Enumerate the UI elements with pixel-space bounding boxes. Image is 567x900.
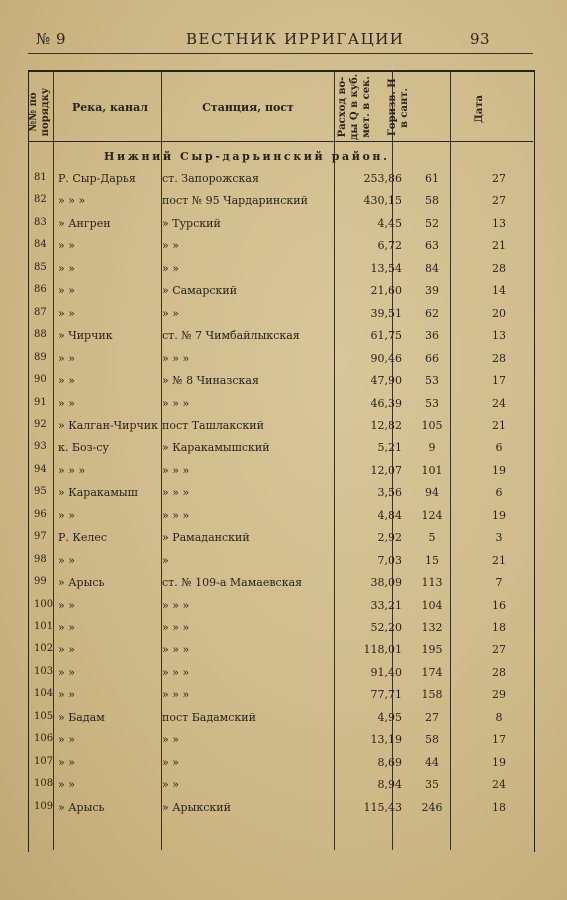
cell-station: пост Бадамский (162, 710, 256, 724)
cell-num: 89 (34, 351, 47, 363)
cell-flow: 7,03 (377, 553, 402, 567)
cell-num: 85 (34, 261, 47, 273)
cell-level: 105 (421, 418, 443, 432)
cell-num: 93 (34, 441, 47, 453)
table-row (28, 262, 533, 284)
cell-river: » Бадам (58, 710, 105, 724)
header-date: Дата (474, 94, 485, 124)
cell-river: » » (58, 621, 75, 634)
cell-station: » » » (162, 508, 190, 522)
cell-flow: 33,21 (370, 598, 402, 612)
table-row (28, 239, 533, 261)
table-row (28, 801, 533, 823)
cell-river: » » (58, 508, 75, 522)
cell-flow: 12,82 (370, 418, 402, 432)
cell-level: 58 (425, 733, 439, 747)
cell-river: » » (58, 396, 75, 410)
cell-station: » » » (162, 665, 190, 679)
cell-level: 53 (425, 396, 439, 410)
cell-num: 107 (34, 755, 54, 767)
cell-flow: 47,90 (370, 374, 402, 388)
cell-date: 28 (492, 351, 506, 365)
cell-river: Р. Келес (58, 531, 108, 545)
cell-flow: 118,01 (363, 643, 402, 657)
cell-level: 58 (425, 194, 439, 208)
cell-level: 62 (425, 306, 439, 320)
cell-river: » » (58, 553, 75, 567)
header-flow: Расход во- ды Q в куб. мет. в сек. (337, 73, 372, 141)
cell-flow: 38,09 (370, 576, 402, 590)
cell-station: » » » (162, 621, 190, 634)
cell-station: » Самарский (162, 284, 238, 298)
cell-flow: 6,72 (377, 239, 402, 253)
cell-river: » » (58, 239, 75, 253)
cell-flow: 13,54 (370, 261, 402, 275)
cell-station: » » » (162, 396, 190, 410)
cell-river: » Чирчик (58, 329, 113, 343)
cell-num: 88 (34, 329, 47, 341)
cell-level: 132 (421, 621, 443, 634)
cell-num: 99 (34, 576, 47, 588)
cell-date: 24 (492, 778, 506, 792)
cell-flow: 12,07 (370, 463, 402, 477)
cell-date: 19 (492, 463, 506, 477)
table-row (28, 217, 533, 239)
cell-station: пост Ташлакский (162, 418, 264, 432)
cell-station: » » (162, 239, 179, 253)
cell-flow: 4,84 (377, 508, 402, 522)
table-row (28, 756, 533, 778)
cell-river: » » (58, 733, 75, 747)
cell-num: 104 (34, 688, 54, 700)
cell-station: » » (162, 755, 179, 769)
cell-station: ст. № 109-а Мамаевская (162, 576, 303, 590)
cell-river: » » (58, 665, 75, 679)
cell-num: 102 (34, 643, 54, 655)
cell-num: 95 (34, 486, 47, 498)
table-row (28, 486, 533, 508)
cell-river: Р. Сыр-Дарья (58, 172, 136, 185)
cell-level: 27 (425, 710, 439, 724)
cell-river: » Ангрен (58, 216, 111, 230)
cell-date: 14 (492, 284, 506, 298)
table-row (28, 307, 533, 329)
cell-station: » Турский (162, 216, 221, 230)
cell-level: 5 (428, 531, 436, 545)
cell-flow: 115,43 (363, 800, 402, 814)
table-row (28, 733, 533, 755)
cell-num: 96 (34, 508, 47, 520)
cell-num: 97 (34, 531, 47, 543)
cell-num: 91 (34, 396, 47, 408)
table-row (28, 711, 533, 733)
cell-station: » » » (162, 486, 190, 500)
cell-flow: 13,19 (370, 733, 402, 747)
cell-river: » » (58, 351, 75, 365)
cell-level: 124 (421, 508, 443, 522)
cell-station: » № 8 Чиназская (162, 374, 259, 388)
table-row (28, 509, 533, 531)
cell-flow: 52,20 (370, 621, 402, 634)
cell-date: 7 (495, 576, 503, 590)
cell-flow: 253,86 (363, 172, 402, 185)
cell-river: » Каракамыш (58, 486, 138, 500)
table-row (28, 531, 533, 553)
cell-flow: 91,40 (370, 665, 402, 679)
table-row (28, 374, 533, 396)
cell-date: 6 (495, 486, 503, 500)
table-row (28, 397, 533, 419)
cell-river: » » (58, 755, 75, 769)
cell-level: 9 (428, 441, 436, 455)
cell-river: к. Боз-су (58, 441, 109, 455)
cell-river: » » (58, 643, 75, 657)
cell-num: 109 (34, 800, 54, 812)
cell-level: 174 (421, 665, 443, 679)
cell-level: 63 (425, 239, 439, 253)
cell-date: 8 (495, 710, 503, 724)
cell-date: 29 (492, 688, 506, 702)
cell-flow: 430,15 (363, 194, 402, 208)
cell-station: » » (162, 306, 179, 320)
cell-date: 16 (492, 598, 506, 612)
cell-level: 195 (421, 643, 443, 657)
cell-date: 24 (492, 396, 506, 410)
cell-flow: 39,51 (370, 306, 402, 320)
table-row (28, 172, 533, 194)
cell-date: 20 (492, 306, 506, 320)
cell-station: » » » (162, 688, 190, 702)
cell-level: 94 (425, 486, 439, 500)
cell-flow: 3,56 (377, 486, 402, 500)
cell-date: 28 (492, 261, 506, 275)
cell-flow: 4,95 (377, 710, 402, 724)
table-row (28, 778, 533, 800)
cell-river: » » (58, 306, 75, 320)
cell-num: 90 (34, 374, 47, 386)
cell-level: 104 (421, 598, 443, 612)
cell-date: 18 (492, 621, 506, 634)
cell-date: 13 (492, 216, 506, 230)
cell-level: 53 (425, 374, 439, 388)
page-number: 93 (470, 30, 491, 48)
cell-num: 105 (34, 710, 54, 722)
cell-river: » » (58, 284, 75, 298)
cell-date: 19 (492, 508, 506, 522)
cell-date: 17 (492, 374, 506, 388)
table-row (28, 352, 533, 374)
cell-level: 44 (425, 755, 439, 769)
cell-num: 86 (34, 284, 47, 296)
cell-river: » » (58, 261, 75, 275)
cell-date: 28 (492, 665, 506, 679)
cell-station: » Арыкский (162, 800, 231, 814)
cell-num: 108 (34, 778, 54, 790)
header-rule (28, 53, 533, 54)
cell-level: 84 (425, 261, 439, 275)
table-row (28, 666, 533, 688)
cell-date: 21 (492, 418, 506, 432)
cell-num: 94 (34, 463, 47, 475)
cell-date: 21 (492, 239, 506, 253)
header-level: Горизв. H в сант. (387, 78, 410, 136)
cell-level: 158 (421, 688, 443, 702)
cell-flow: 61,75 (370, 329, 402, 343)
cell-date: 19 (492, 755, 506, 769)
cell-date: 27 (492, 643, 506, 657)
table-row (28, 419, 533, 441)
cell-num: 87 (34, 306, 47, 318)
cell-level: 52 (425, 216, 439, 230)
cell-river: » Арысь (58, 576, 105, 590)
cell-river: » » (58, 374, 75, 388)
cell-river: » Калган-Чирчик (58, 418, 159, 432)
cell-date: 18 (492, 800, 506, 814)
cell-station: » Рамаданский (162, 531, 250, 545)
cell-station: » » » (162, 351, 190, 365)
table-row (28, 576, 533, 598)
cell-station: пост № 95 Чардаринский (162, 194, 308, 208)
cell-station: » » (162, 733, 179, 747)
table-row (28, 329, 533, 351)
cell-level: 246 (421, 800, 443, 814)
cell-date: 27 (492, 172, 506, 185)
cell-river: » » (58, 598, 75, 612)
cell-flow: 21,60 (370, 284, 402, 298)
cell-river: » Арысь (58, 800, 105, 814)
cell-num: 106 (34, 733, 54, 745)
cell-num: 101 (34, 621, 54, 632)
table-row (28, 688, 533, 710)
cell-date: 17 (492, 733, 506, 747)
table-header-rule (28, 141, 533, 142)
cell-flow: 8,69 (377, 755, 402, 769)
cell-flow: 2,92 (377, 531, 402, 545)
cell-num: 103 (34, 665, 54, 677)
table-row (28, 284, 533, 306)
cell-num: 83 (34, 216, 47, 228)
cell-river: » » (58, 688, 75, 702)
table-row (28, 599, 533, 621)
cell-station: » » (162, 778, 179, 792)
cell-station: » » » (162, 598, 190, 612)
cell-level: 66 (425, 351, 439, 365)
cell-level: 113 (421, 576, 443, 590)
cell-station: » Каракамышский (162, 441, 270, 455)
journal-title: ВЕСТНИК ИРРИГАЦИИ (186, 30, 405, 48)
issue-number: № 9 (36, 30, 67, 48)
cell-flow: 90,46 (370, 351, 402, 365)
cell-station: » » (162, 261, 179, 275)
cell-num: 84 (34, 239, 47, 251)
table-row (28, 554, 533, 576)
cell-level: 101 (421, 463, 443, 477)
cell-num: 82 (34, 194, 47, 206)
cell-flow: 77,71 (370, 688, 402, 702)
header-num: №№ по порядку (28, 87, 51, 137)
cell-level: 36 (425, 329, 439, 343)
section-title: Нижний Сыр-дарьинский район. (104, 150, 390, 163)
cell-date: 6 (495, 441, 503, 455)
cell-station: ст. № 7 Чимбайлыкская (162, 329, 300, 343)
table-row (28, 621, 533, 643)
cell-num: 92 (34, 418, 47, 430)
cell-river: » » » (58, 463, 86, 477)
cell-level: 61 (425, 172, 439, 185)
cell-num: 100 (34, 598, 54, 610)
cell-station: » (162, 553, 169, 567)
cell-river: » » » (58, 194, 86, 208)
cell-level: 15 (425, 553, 439, 567)
cell-date: 3 (495, 531, 503, 545)
table-row (28, 194, 533, 216)
cell-level: 39 (425, 284, 439, 298)
table-row (28, 441, 533, 463)
cell-station: » » » (162, 463, 190, 477)
cell-flow: 8,94 (377, 778, 402, 792)
table-row (28, 643, 533, 665)
cell-num: 81 (34, 172, 47, 183)
cell-date: 13 (492, 329, 506, 343)
cell-num: 98 (34, 553, 47, 565)
cell-flow: 5,21 (377, 441, 402, 455)
table-row (28, 464, 533, 486)
cell-station: ст. Запорожская (162, 172, 259, 185)
header-river: Река, канал (71, 101, 148, 114)
cell-flow: 46,39 (370, 396, 402, 410)
header-station: Станция, пост (202, 101, 294, 114)
cell-river: » » (58, 778, 75, 792)
cell-date: 27 (492, 194, 506, 208)
cell-flow: 4,45 (377, 216, 402, 230)
cell-date: 21 (492, 553, 506, 567)
cell-station: » » » (162, 643, 190, 657)
cell-level: 35 (425, 778, 439, 792)
